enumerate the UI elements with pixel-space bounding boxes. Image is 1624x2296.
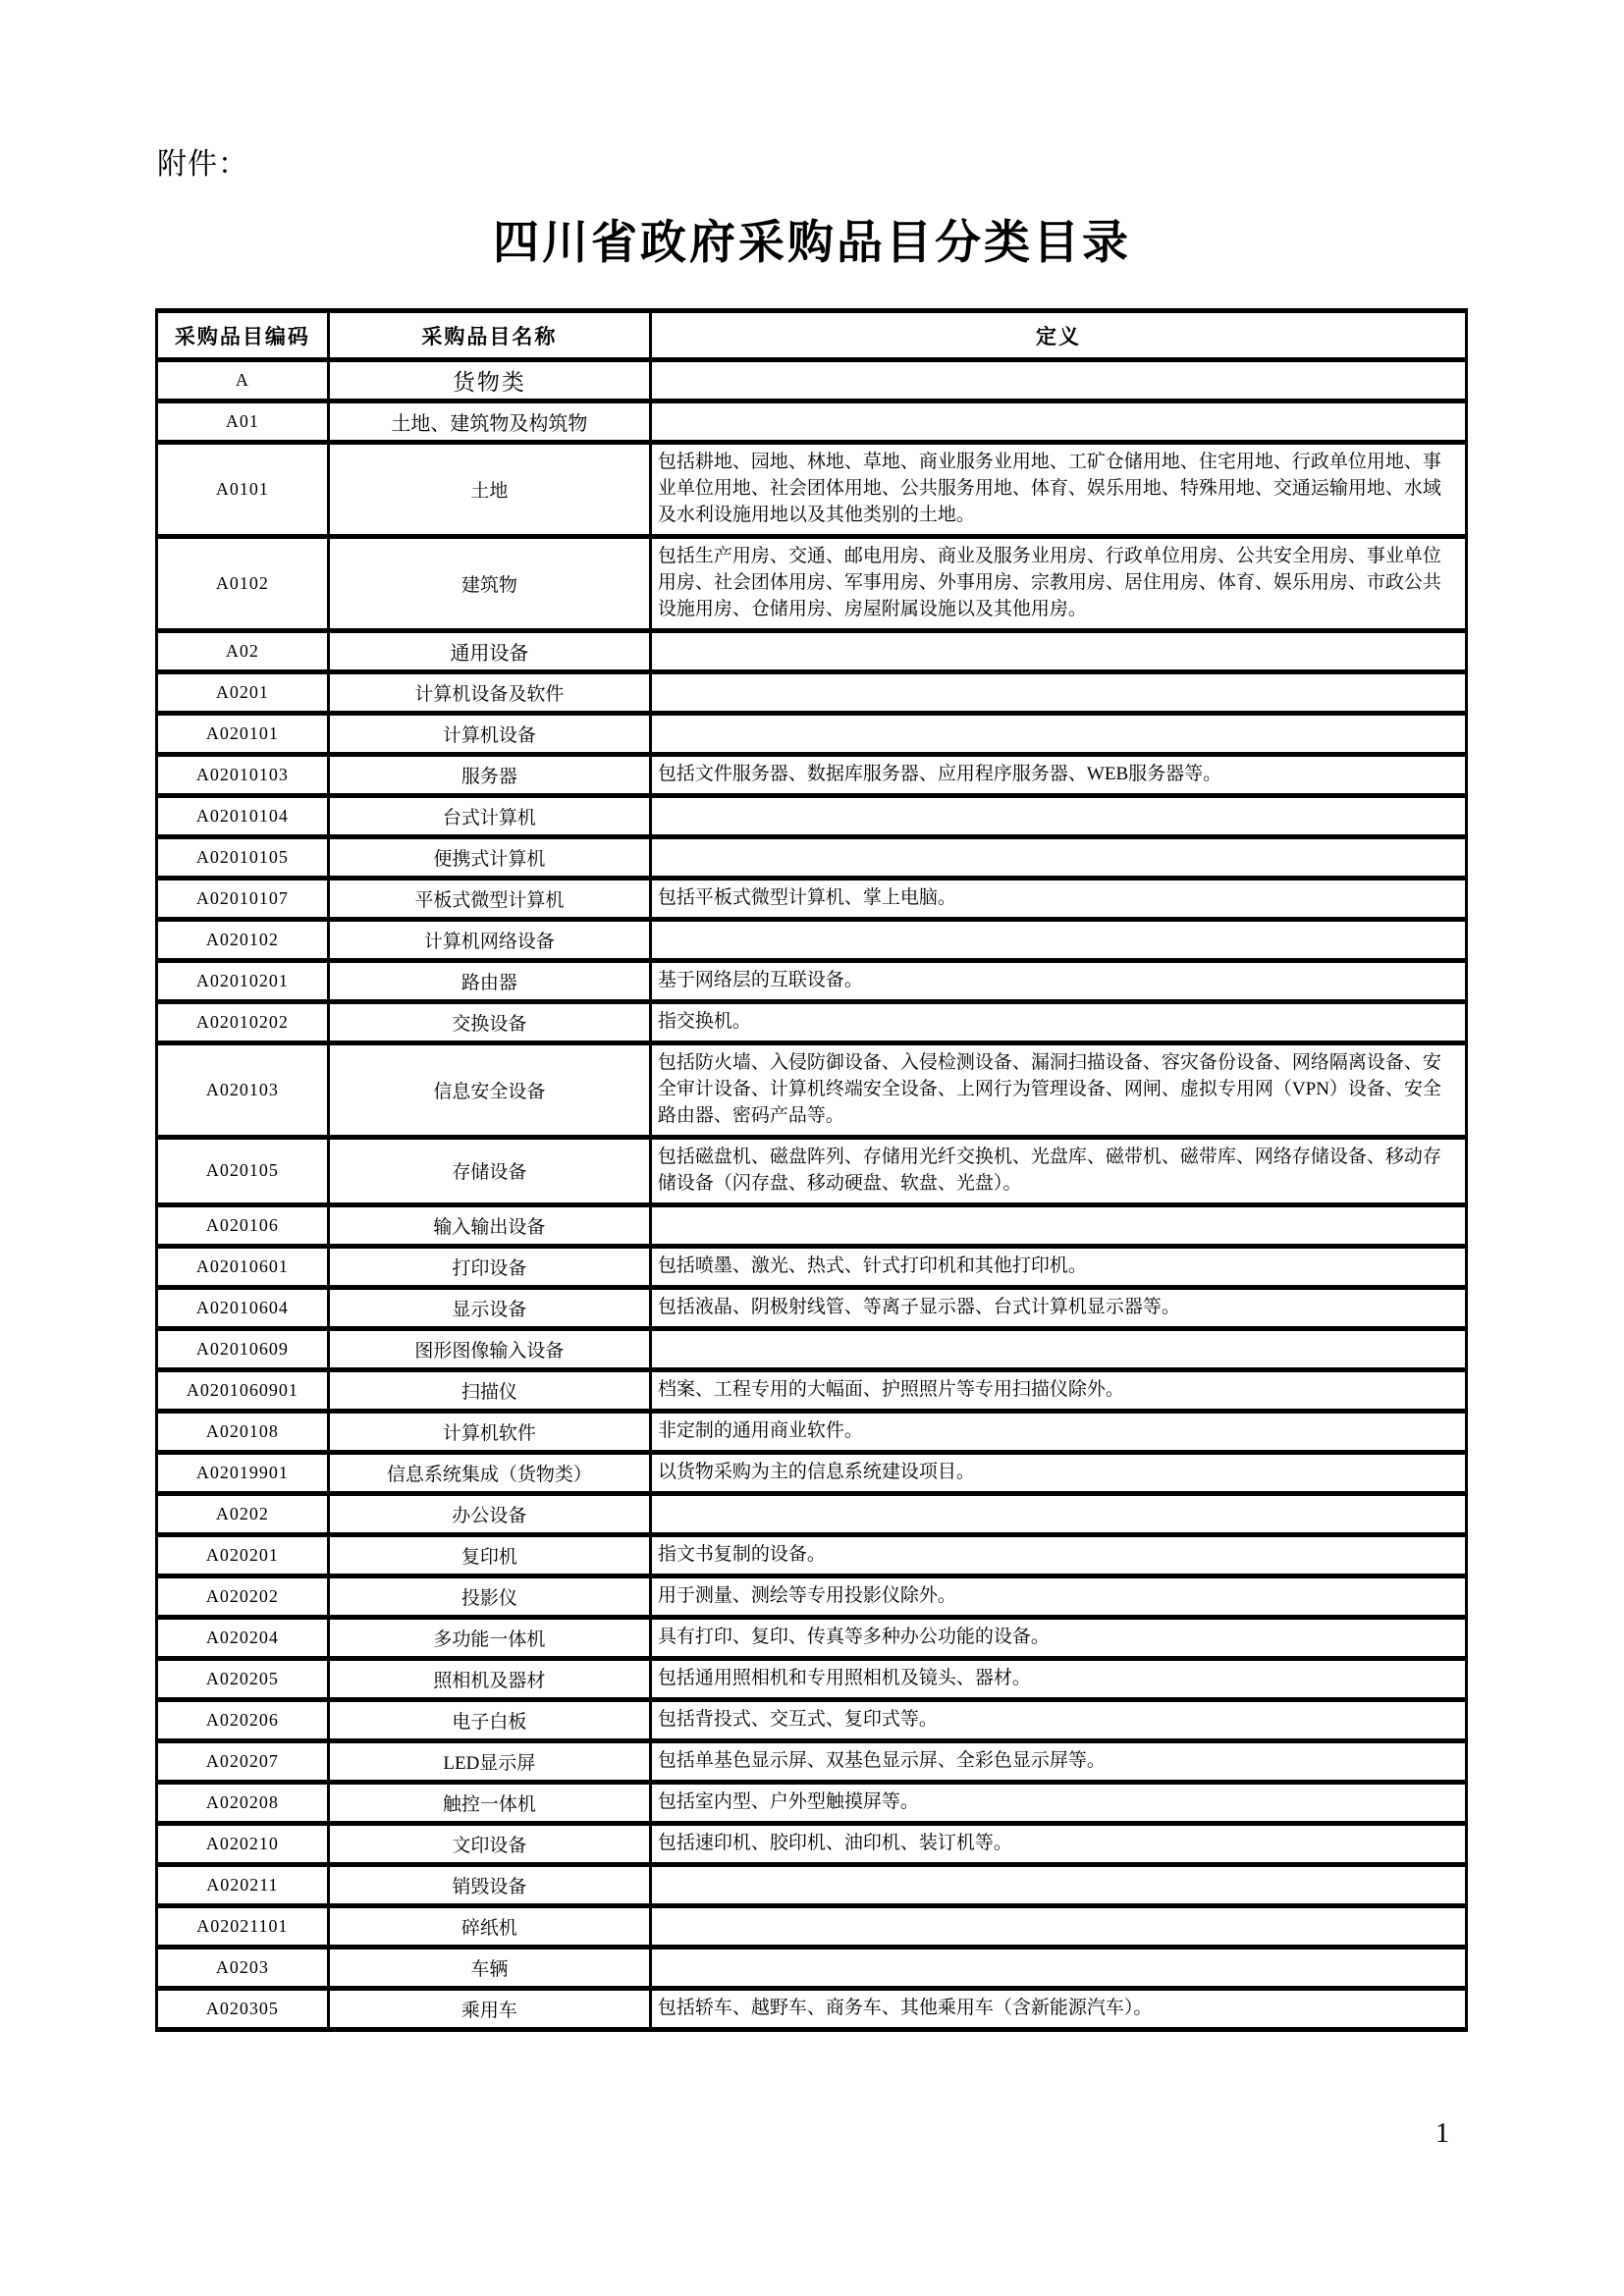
table-row [157, 1001, 1467, 1042]
item-code-cell: A02010201 [157, 960, 329, 1001]
table-row [157, 536, 1467, 630]
item-name-cell: 碎纸机 [328, 1905, 650, 1947]
table-row [157, 1369, 1467, 1411]
item-name-cell: 便携式计算机 [328, 836, 650, 878]
table-row [157, 1617, 1467, 1658]
table-row [157, 795, 1467, 836]
table-row [157, 960, 1467, 1001]
item-definition-cell [650, 1864, 1466, 1905]
item-definition-cell: 包括生产用房、交通、邮电用房、商业及服务业用房、行政单位用房、公共安全用房、事业单位用房、社会团体用房、军事用房、外事用房、宗教用房、居住用房、体育、娱乐用房、市政公共设施用房、仓储用房、房屋附属设施以及其他用房。 [650, 536, 1466, 630]
catalog-table [155, 308, 1468, 2032]
item-definition-cell: 包括液晶、阴极射线管、等离子显示器、台式计算机显示器等。 [650, 1287, 1466, 1328]
header-definition: 定义 [650, 311, 1466, 360]
item-name-cell: 多功能一体机 [328, 1617, 650, 1658]
table-row [157, 1042, 1467, 1137]
item-code-cell: A02 [157, 630, 329, 671]
table-row [157, 836, 1467, 878]
table-row [157, 671, 1467, 713]
header-item-code: 采购品目编码 [157, 311, 329, 360]
item-definition-cell: 包括单基色显示屏、双基色显示屏、全彩色显示屏等。 [650, 1740, 1466, 1782]
item-definition-cell [650, 919, 1466, 960]
item-definition-cell: 包括轿车、越野车、商务车、其他乘用车（含新能源汽车）。 [650, 1988, 1466, 2029]
item-definition-cell [650, 401, 1466, 443]
item-definition-cell [650, 1328, 1466, 1369]
item-code-cell: A020103 [157, 1042, 329, 1137]
table-row [157, 1823, 1467, 1864]
item-name-cell: 办公设备 [328, 1493, 650, 1534]
item-name-cell: 交换设备 [328, 1001, 650, 1042]
item-name-cell: 计算机网络设备 [328, 919, 650, 960]
item-code-cell: A02010104 [157, 795, 329, 836]
table-row [157, 443, 1467, 537]
catalog-table-container [155, 308, 1468, 2032]
item-code-cell: A020207 [157, 1740, 329, 1782]
item-code-cell: A020202 [157, 1575, 329, 1617]
item-code-cell: A02010202 [157, 1001, 329, 1042]
item-name-cell: 计算机设备 [328, 713, 650, 754]
table-row [157, 1411, 1467, 1452]
item-name-cell: 扫描仪 [328, 1369, 650, 1411]
item-definition-cell: 档案、工程专用的大幅面、护照照片等专用扫描仪除外。 [650, 1369, 1466, 1411]
item-name-cell: 土地 [328, 443, 650, 537]
catalog-table-body [157, 360, 1467, 2030]
table-row [157, 360, 1467, 401]
item-code-cell: A0101 [157, 443, 329, 537]
table-row [157, 1699, 1467, 1740]
table-row [157, 754, 1467, 795]
item-definition-cell: 包括速印机、胶印机、油印机、装订机等。 [650, 1823, 1466, 1864]
table-row [157, 1988, 1467, 2029]
item-definition-cell [650, 713, 1466, 754]
item-name-cell: 显示设备 [328, 1287, 650, 1328]
table-row [157, 1740, 1467, 1782]
item-code-cell: A02019901 [157, 1452, 329, 1493]
item-code-cell: A0201 [157, 671, 329, 713]
table-row [157, 630, 1467, 671]
item-name-cell: 复印机 [328, 1534, 650, 1575]
table-header-row [157, 311, 1467, 360]
item-code-cell: A0201060901 [157, 1369, 329, 1411]
item-name-cell: 路由器 [328, 960, 650, 1001]
item-definition-cell: 用于测量、测绘等专用投影仪除外。 [650, 1575, 1466, 1617]
item-code-cell: A020101 [157, 713, 329, 754]
item-name-cell: 信息安全设备 [328, 1042, 650, 1137]
item-definition-cell: 包括耕地、园地、林地、草地、商业服务业用地、工矿仓储用地、住宅用地、行政单位用地、事业单位用地、社会团体用地、公共服务用地、体育、娱乐用地、特殊用地、交通运输用地、水域及水利设施用地以及其他类别的土地。 [650, 443, 1466, 537]
item-name-cell: 乘用车 [328, 1988, 650, 2029]
item-code-cell: A020204 [157, 1617, 329, 1658]
item-definition-cell [650, 360, 1466, 401]
table-row [157, 401, 1467, 443]
item-definition-cell: 基于网络层的互联设备。 [650, 960, 1466, 1001]
table-row [157, 1864, 1467, 1905]
table-row [157, 878, 1467, 919]
item-code-cell: A0203 [157, 1947, 329, 1988]
item-name-cell: 通用设备 [328, 630, 650, 671]
item-name-cell: 文印设备 [328, 1823, 650, 1864]
item-name-cell: 销毁设备 [328, 1864, 650, 1905]
item-name-cell: 输入输出设备 [328, 1204, 650, 1246]
item-definition-cell: 包括喷墨、激光、热式、针式打印机和其他打印机。 [650, 1246, 1466, 1287]
item-code-cell: A02010601 [157, 1246, 329, 1287]
item-name-cell: 建筑物 [328, 536, 650, 630]
item-code-cell: A02010604 [157, 1287, 329, 1328]
item-definition-cell: 以货物采购为主的信息系统建设项目。 [650, 1452, 1466, 1493]
table-row [157, 1493, 1467, 1534]
item-name-cell: 计算机设备及软件 [328, 671, 650, 713]
item-code-cell: A020211 [157, 1864, 329, 1905]
table-row [157, 1204, 1467, 1246]
table-row [157, 1328, 1467, 1369]
table-row [157, 919, 1467, 960]
item-definition-cell [650, 795, 1466, 836]
item-code-cell: A020105 [157, 1137, 329, 1204]
item-definition-cell: 包括平板式微型计算机、掌上电脑。 [650, 878, 1466, 919]
item-code-cell: A0102 [157, 536, 329, 630]
page-title: 四川省政府采购品目分类目录 [493, 218, 1131, 269]
item-name-cell: 台式计算机 [328, 795, 650, 836]
item-name-cell: 土地、建筑物及构筑物 [328, 401, 650, 443]
item-code-cell: A020206 [157, 1699, 329, 1740]
item-code-cell: A020201 [157, 1534, 329, 1575]
item-definition-cell: 指交换机。 [650, 1001, 1466, 1042]
table-row [157, 1575, 1467, 1617]
item-definition-cell [650, 1947, 1466, 1988]
item-name-cell: 投影仪 [328, 1575, 650, 1617]
item-definition-cell [650, 630, 1466, 671]
item-name-cell: 图形图像输入设备 [328, 1328, 650, 1369]
item-name-cell: 计算机软件 [328, 1411, 650, 1452]
item-code-cell: A02010105 [157, 836, 329, 878]
table-row [157, 1947, 1467, 1988]
item-code-cell: A020205 [157, 1658, 329, 1699]
item-definition-cell [650, 1493, 1466, 1534]
attachment-label: 附件： [157, 148, 248, 181]
item-name-cell: 打印设备 [328, 1246, 650, 1287]
item-name-cell: LED显示屏 [328, 1740, 650, 1782]
item-code-cell: A [157, 360, 329, 401]
item-code-cell: A02010103 [157, 754, 329, 795]
item-definition-cell: 包括通用照相机和专用照相机及镜头、器材。 [650, 1658, 1466, 1699]
item-code-cell: A02010107 [157, 878, 329, 919]
item-name-cell: 存储设备 [328, 1137, 650, 1204]
item-definition-cell [650, 836, 1466, 878]
item-definition-cell: 包括磁盘机、磁盘阵列、存储用光纤交换机、光盘库、磁带机、磁带库、网络存储设备、移动存储设备（闪存盘、移动硬盘、软盘、光盘）。 [650, 1137, 1466, 1204]
item-definition-cell [650, 1204, 1466, 1246]
item-code-cell: A0202 [157, 1493, 329, 1534]
table-row [157, 1246, 1467, 1287]
item-definition-cell: 包括背投式、交互式、复印式等。 [650, 1699, 1466, 1740]
item-code-cell: A020210 [157, 1823, 329, 1864]
table-row [157, 1534, 1467, 1575]
item-definition-cell: 非定制的通用商业软件。 [650, 1411, 1466, 1452]
table-row [157, 1905, 1467, 1947]
item-code-cell: A020305 [157, 1988, 329, 2029]
item-code-cell: A020108 [157, 1411, 329, 1452]
item-definition-cell: 包括室内型、户外型触摸屏等。 [650, 1782, 1466, 1823]
item-code-cell: A02010609 [157, 1328, 329, 1369]
table-row [157, 1137, 1467, 1204]
item-definition-cell: 指文书复制的设备。 [650, 1534, 1466, 1575]
header-item-name: 采购品目名称 [328, 311, 650, 360]
item-code-cell: A020208 [157, 1782, 329, 1823]
item-definition-cell [650, 671, 1466, 713]
page-number: 1 [1435, 2118, 1449, 2149]
table-row [157, 1658, 1467, 1699]
item-name-cell: 电子白板 [328, 1699, 650, 1740]
item-definition-cell: 包括防火墙、入侵防御设备、入侵检测设备、漏洞扫描设备、容灾备份设备、网络隔离设备、安全审计设备、计算机终端安全设备、上网行为管理设备、网闸、虚拟专用网（VPN）设备、安全路由器、密码产品等。 [650, 1042, 1466, 1137]
item-code-cell: A020106 [157, 1204, 329, 1246]
table-row [157, 1782, 1467, 1823]
item-code-cell: A01 [157, 401, 329, 443]
item-definition-cell: 包括文件服务器、数据库服务器、应用程序服务器、WEB服务器等。 [650, 754, 1466, 795]
item-name-cell: 服务器 [328, 754, 650, 795]
item-code-cell: A020102 [157, 919, 329, 960]
item-name-cell: 平板式微型计算机 [328, 878, 650, 919]
item-definition-cell [650, 1905, 1466, 1947]
table-row [157, 1452, 1467, 1493]
item-name-cell: 货物类 [328, 360, 650, 401]
item-name-cell: 信息系统集成（货物类） [328, 1452, 650, 1493]
table-row [157, 713, 1467, 754]
table-row [157, 1287, 1467, 1328]
item-code-cell: A02021101 [157, 1905, 329, 1947]
item-name-cell: 车辆 [328, 1947, 650, 1988]
item-name-cell: 照相机及器材 [328, 1658, 650, 1699]
item-definition-cell: 具有打印、复印、传真等多种办公功能的设备。 [650, 1617, 1466, 1658]
item-name-cell: 触控一体机 [328, 1782, 650, 1823]
